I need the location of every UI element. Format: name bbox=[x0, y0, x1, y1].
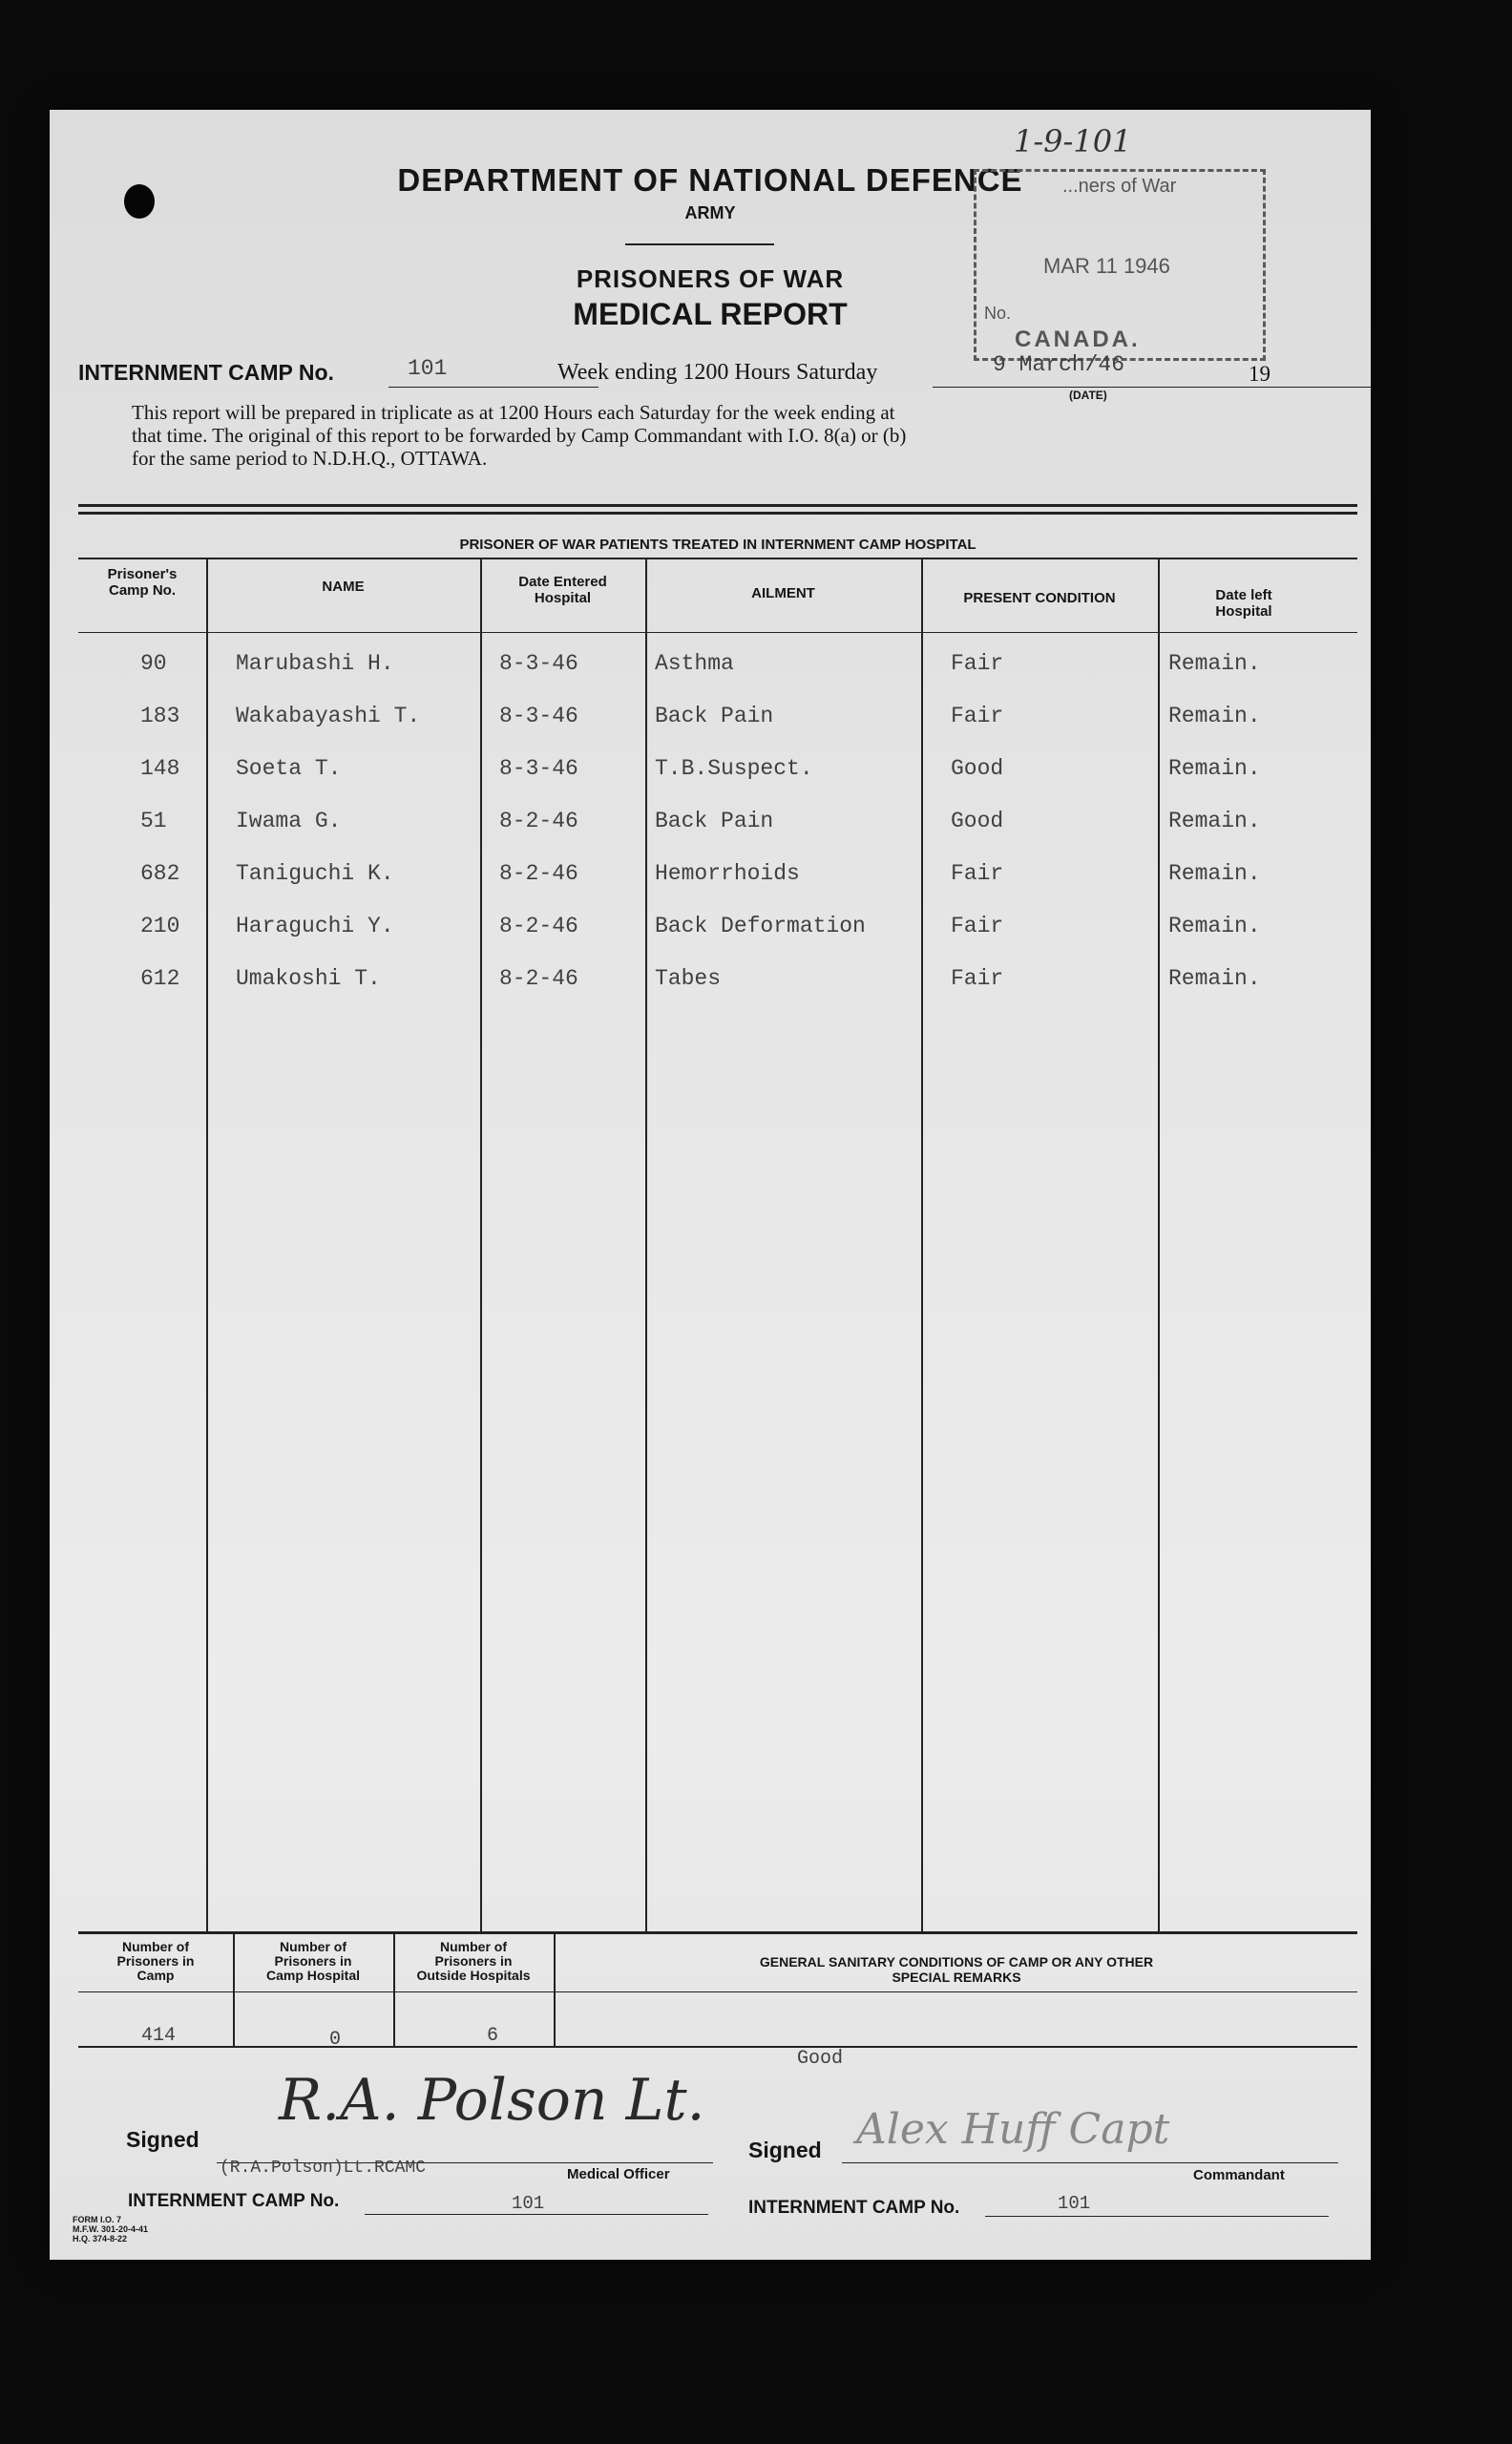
row-name: Haraguchi Y. bbox=[236, 914, 394, 938]
summary-header-outside bbox=[393, 1940, 554, 1983]
row-date-left: Remain. bbox=[1168, 704, 1261, 728]
header-date-entered bbox=[480, 574, 645, 606]
instructions bbox=[132, 401, 1363, 470]
row-date-left: Remain. bbox=[1168, 756, 1261, 781]
row-date-entered: 8-3-46 bbox=[499, 756, 578, 781]
row-condition: Fair bbox=[951, 966, 1004, 991]
summary-prisoners-in-hospital: 0 bbox=[329, 2029, 342, 2051]
row-condition: Fair bbox=[951, 704, 1004, 728]
form-title-2: MEDICAL REPORT bbox=[573, 297, 848, 331]
row-camp-no: 90 bbox=[140, 651, 167, 676]
right-signature: Alex Huff Capt bbox=[856, 2105, 1170, 2154]
week-ending-label: Week ending 1200 Hours Saturday bbox=[557, 360, 878, 385]
row-condition: Fair bbox=[951, 861, 1004, 886]
summary-remarks-value: Good bbox=[797, 2048, 844, 2070]
table-top-rule bbox=[78, 504, 1357, 507]
summary-header-hospital-line-1: Number of bbox=[280, 1939, 346, 1954]
summary-header-remarks-line-2: SPECIAL REMARKS bbox=[892, 1970, 1021, 1985]
header-bottom-rule bbox=[78, 632, 1357, 633]
department-heading: DEPARTMENT OF NATIONAL DEFENCE bbox=[397, 162, 1023, 198]
summary-header-remarks bbox=[584, 1954, 1329, 1985]
header-ailment: AILMENT bbox=[751, 585, 815, 601]
col-divider-5 bbox=[1158, 558, 1160, 1933]
form-code-line-3: H.Q. 374-8-22 bbox=[73, 2234, 128, 2244]
form-code-line-1: FORM I.O. 7 bbox=[73, 2215, 122, 2224]
row-camp-no: 148 bbox=[140, 756, 180, 781]
header-date-left-line-1: Date left bbox=[1215, 587, 1272, 603]
row-camp-no: 682 bbox=[140, 861, 180, 886]
summary-header-hospital-line-2: Prisoners in bbox=[274, 1953, 352, 1969]
summary-header-outside-line-1: Number of bbox=[440, 1939, 507, 1954]
stamp-date: MAR 11 1946 bbox=[1043, 254, 1170, 278]
row-name: Iwama G. bbox=[236, 809, 342, 833]
row-name: Wakabayashi T. bbox=[236, 704, 421, 728]
commandant-label: Commandant bbox=[1193, 2167, 1285, 2183]
left-signature: R.A. Polson Lt. bbox=[279, 2067, 705, 2134]
summary-header-hospital bbox=[233, 1940, 393, 1983]
row-condition: Good bbox=[951, 756, 1004, 781]
stamp-header: ...ners of War bbox=[1062, 176, 1177, 197]
col-divider-3 bbox=[645, 558, 647, 1933]
col-divider-4 bbox=[921, 558, 923, 1933]
row-date-left: Remain. bbox=[1168, 914, 1261, 938]
year-prefix: 19 bbox=[1249, 362, 1270, 386]
left-camp-label: INTERNMENT CAMP No. bbox=[128, 2191, 340, 2211]
row-camp-no: 612 bbox=[140, 966, 180, 991]
form-code bbox=[73, 2215, 148, 2244]
row-date-left: Remain. bbox=[1168, 861, 1261, 886]
heading-rule bbox=[625, 243, 774, 245]
stamp-number-label: No. bbox=[984, 304, 1012, 323]
row-ailment: T.B.Suspect. bbox=[655, 756, 813, 781]
row-ailment: Tabes bbox=[655, 966, 722, 991]
summary-header-camp-line-2: Prisoners in bbox=[116, 1953, 195, 1969]
table-top-rule-2 bbox=[78, 512, 1357, 515]
row-date-entered: 8-2-46 bbox=[499, 809, 578, 833]
summary-header-remarks-line-1: GENERAL SANITARY CONDITIONS OF CAMP OR ANY OTHER bbox=[759, 1954, 1154, 1970]
summary-header-camp-line-1: Number of bbox=[122, 1939, 189, 1954]
summary-divider-3 bbox=[554, 1933, 556, 2046]
header-date-left bbox=[1158, 587, 1330, 620]
camp-number-label: INTERNMENT CAMP No. bbox=[78, 360, 334, 385]
summary-header-outside-line-3: Outside Hospitals bbox=[416, 1968, 531, 1983]
row-date-left: Remain. bbox=[1168, 966, 1261, 991]
left-camp-underline bbox=[365, 2214, 708, 2215]
row-camp-no: 183 bbox=[140, 704, 180, 728]
row-name: Marubashi H. bbox=[236, 651, 394, 676]
col-divider-1 bbox=[206, 558, 208, 1933]
summary-header-hospital-line-3: Camp Hospital bbox=[265, 1968, 360, 1983]
received-stamp bbox=[974, 169, 1266, 361]
right-camp-underline bbox=[985, 2216, 1329, 2217]
row-date-entered: 8-3-46 bbox=[499, 704, 578, 728]
header-camp-no-line-2: Camp No. bbox=[108, 582, 176, 599]
row-date-entered: 8-2-46 bbox=[499, 966, 578, 991]
row-condition: Good bbox=[951, 809, 1004, 833]
date-underline bbox=[933, 387, 1276, 388]
summary-header-camp bbox=[78, 1940, 233, 1983]
col-divider-2 bbox=[480, 558, 482, 1933]
row-ailment: Back Deformation bbox=[655, 914, 866, 938]
header-date-entered-line-2: Hospital bbox=[534, 590, 592, 606]
left-signed-label: Signed bbox=[126, 2127, 200, 2152]
header-condition: PRESENT CONDITION bbox=[963, 590, 1116, 606]
instruction-line-2: that time. The original of this report to be forwarded by Camp Commandant with I.O. 8(a) or (b) bbox=[132, 424, 907, 447]
header-date-left-line-2: Hospital bbox=[1215, 603, 1272, 620]
camp-number-value: 101 bbox=[408, 356, 448, 381]
summary-header-outside-line-2: Prisoners in bbox=[434, 1953, 513, 1969]
header-camp-no-line-1: Prisoner's bbox=[107, 566, 178, 582]
summary-prisoners-outside: 6 bbox=[487, 2025, 499, 2047]
row-condition: Fair bbox=[951, 914, 1004, 938]
medical-officer-label: Medical Officer bbox=[567, 2166, 670, 2182]
summary-header-rule bbox=[78, 1991, 1357, 1992]
summary-prisoners-in-camp: 414 bbox=[141, 2025, 177, 2047]
form-code-line-2: M.F.W. 301-20-4-41 bbox=[73, 2224, 149, 2234]
header-name: NAME bbox=[322, 579, 365, 595]
left-camp-number: 101 bbox=[512, 2193, 545, 2214]
row-ailment: Hemorrhoids bbox=[655, 861, 800, 886]
row-date-entered: 8-3-46 bbox=[499, 651, 578, 676]
right-camp-label: INTERNMENT CAMP No. bbox=[748, 2198, 960, 2218]
instruction-line-1: This report will be prepared in triplicate as at 1200 Hours each Saturday for the week ending at bbox=[132, 401, 895, 424]
stamp-country: CANADA. bbox=[1015, 327, 1141, 352]
row-ailment: Back Pain bbox=[655, 704, 774, 728]
header-camp-no bbox=[78, 566, 206, 599]
row-date-entered: 8-2-46 bbox=[499, 861, 578, 886]
left-typed-name: (R.A.Polson)Lt.RCAMC bbox=[220, 2159, 427, 2178]
right-camp-number: 101 bbox=[1058, 2193, 1091, 2214]
row-name: Soeta T. bbox=[236, 756, 342, 781]
instruction-line-3: for the same period to N.D.H.Q., OTTAWA. bbox=[132, 447, 488, 470]
summary-bottom-rule bbox=[78, 2046, 1357, 2048]
summary-header-camp-line-3: Camp bbox=[136, 1968, 175, 1983]
army-subheading: ARMY bbox=[684, 203, 736, 222]
right-signed-label: Signed bbox=[748, 2138, 822, 2162]
week-ending-date: 9 March/46 bbox=[993, 352, 1125, 377]
table-bottom-rule bbox=[78, 1931, 1357, 1934]
form-title-1: PRISONERS OF WAR bbox=[576, 264, 845, 293]
date-caption: (DATE) bbox=[1069, 389, 1107, 402]
row-ailment: Asthma bbox=[655, 651, 734, 676]
report-form bbox=[50, 110, 1371, 2260]
right-signature-line bbox=[842, 2162, 1338, 2163]
row-ailment: Back Pain bbox=[655, 809, 774, 833]
row-date-entered: 8-2-46 bbox=[499, 914, 578, 938]
row-date-left: Remain. bbox=[1168, 809, 1261, 833]
header-date-entered-line-1: Date Entered bbox=[518, 574, 607, 590]
row-camp-no: 210 bbox=[140, 914, 180, 938]
table-title-rule bbox=[78, 558, 1357, 559]
row-date-left: Remain. bbox=[1168, 651, 1261, 676]
row-name: Taniguchi K. bbox=[236, 861, 394, 886]
row-name: Umakoshi T. bbox=[236, 966, 381, 991]
table-title: PRISONER OF WAR PATIENTS TREATED IN INTERNMENT CAMP HOSPITAL bbox=[459, 537, 976, 553]
year-underline bbox=[1275, 387, 1371, 388]
row-camp-no: 51 bbox=[140, 809, 167, 833]
row-condition: Fair bbox=[951, 651, 1004, 676]
archive-reference: 1-9-101 bbox=[1014, 123, 1132, 159]
camp-number-underline bbox=[388, 387, 598, 388]
